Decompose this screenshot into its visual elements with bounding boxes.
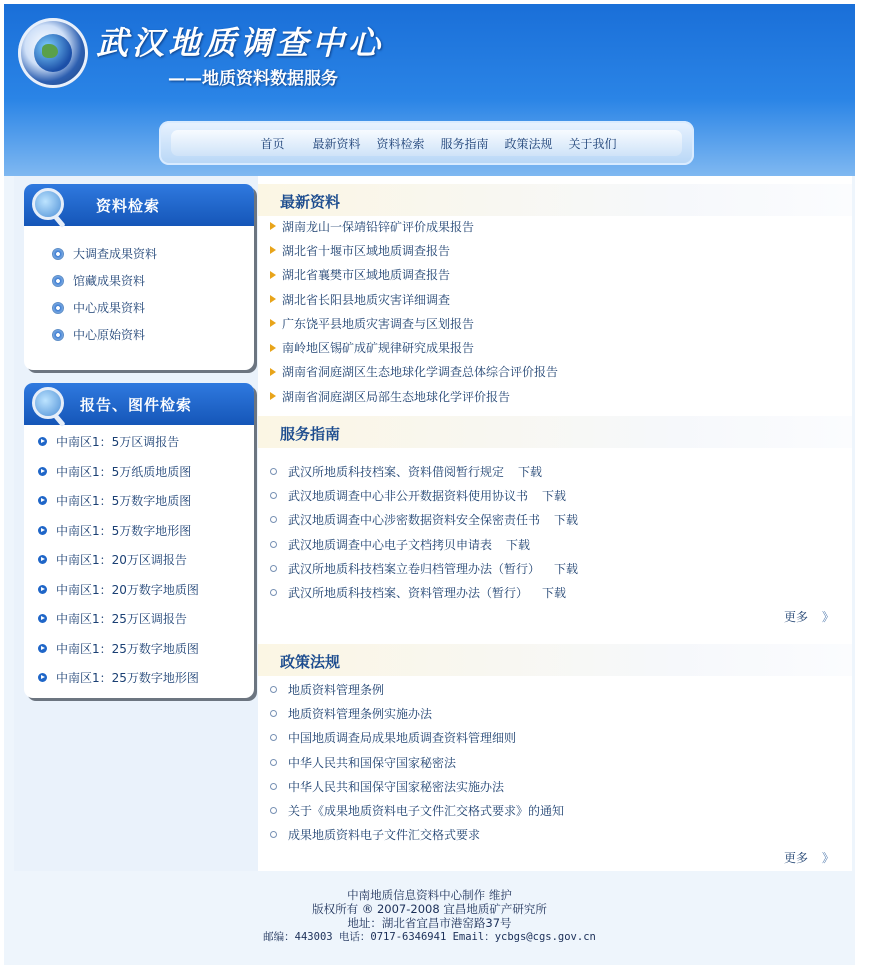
main-column xyxy=(258,176,852,871)
triangle-bullet-icon xyxy=(270,222,276,230)
policy-item[interactable] xyxy=(270,701,564,725)
guide-item-label: 武汉所地质科技档案、资料管理办法（暂行） xyxy=(288,586,529,601)
download-link[interactable]: 下载 xyxy=(518,464,543,479)
nav-latest[interactable]: 最新资料 xyxy=(312,136,361,151)
policy-item-label: 成果地质资料电子文件汇交格式要求 xyxy=(288,828,481,843)
nav-search[interactable]: 资料检索 xyxy=(376,136,425,151)
bullet-icon xyxy=(52,329,64,341)
guide-item[interactable] xyxy=(270,459,578,483)
circle-bullet-icon xyxy=(270,783,277,790)
latest-item[interactable] xyxy=(270,384,558,408)
guide-item[interactable] xyxy=(270,532,578,556)
policy-section-header xyxy=(258,644,852,676)
policy-item-label: 地质资料管理条例实施办法 xyxy=(288,706,433,721)
latest-item-label: 南岭地区锡矿成矿规律研究成果报告 xyxy=(282,341,475,356)
circle-bullet-icon xyxy=(270,589,277,596)
content-area xyxy=(14,176,852,871)
circle-bullet-icon xyxy=(270,516,277,523)
arrow-bullet-icon xyxy=(38,526,47,535)
circle-bullet-icon xyxy=(270,710,277,717)
triangle-bullet-icon xyxy=(270,344,276,352)
report-panel-title: 报告、图件检索 xyxy=(80,396,193,414)
triangle-bullet-icon xyxy=(270,271,276,279)
arrow-bullet-icon xyxy=(38,437,47,446)
policy-item[interactable] xyxy=(270,798,564,822)
download-link[interactable]: 下载 xyxy=(506,537,531,552)
policy-item[interactable] xyxy=(270,750,564,774)
policy-item-label: 中华人民共和国保守国家秘密法实施办法 xyxy=(288,779,505,794)
search-category-item[interactable] xyxy=(52,321,254,348)
policy-item[interactable] xyxy=(270,774,564,798)
guide-item[interactable] xyxy=(270,580,578,604)
latest-item[interactable] xyxy=(270,238,558,262)
triangle-bullet-icon xyxy=(270,392,276,400)
latest-item[interactable] xyxy=(270,311,558,335)
report-item[interactable] xyxy=(38,545,254,575)
circle-bullet-icon xyxy=(270,686,277,693)
circle-bullet-icon xyxy=(270,759,277,766)
search-category-item[interactable] xyxy=(52,294,254,321)
triangle-bullet-icon xyxy=(270,295,276,303)
guide-item[interactable] xyxy=(270,508,578,532)
header xyxy=(4,4,855,176)
footer-copyright: 版权所有 ® 2007-2008 宜昌地质矿产研究所 xyxy=(312,902,547,916)
arrow-bullet-icon xyxy=(38,467,47,476)
policy-item[interactable] xyxy=(270,677,564,701)
double-chevron-icon: 》 xyxy=(821,610,834,624)
report-label: 中南区1：5万纸质地质图 xyxy=(56,464,192,479)
double-chevron-icon: 》 xyxy=(821,851,834,865)
report-label: 中南区1：5万数字地形图 xyxy=(56,523,192,538)
circle-bullet-icon xyxy=(270,468,277,475)
circle-bullet-icon xyxy=(270,831,277,838)
bullet-icon xyxy=(52,302,64,314)
download-link[interactable]: 下载 xyxy=(542,488,567,503)
main-nav xyxy=(159,121,694,165)
policy-item-label: 关于《成果地质资料电子文件汇交格式要求》的通知 xyxy=(288,804,565,819)
arrow-bullet-icon xyxy=(38,585,47,594)
download-link[interactable]: 下载 xyxy=(542,586,567,601)
footer-maintainer: 中南地质信息资料中心制作 维护 xyxy=(347,888,512,902)
latest-item[interactable] xyxy=(270,214,558,238)
latest-item-label: 湖北省襄樊市区域地质调查报告 xyxy=(282,268,451,283)
policy-item-label: 中国地质调查局成果地质调查资料管理细则 xyxy=(288,731,517,746)
latest-item[interactable] xyxy=(270,287,558,311)
report-item[interactable] xyxy=(38,516,254,546)
triangle-bullet-icon xyxy=(270,368,276,376)
policy-more-link[interactable] xyxy=(784,849,834,866)
latest-item[interactable] xyxy=(270,335,558,359)
guide-list xyxy=(270,459,578,605)
report-item[interactable] xyxy=(38,486,254,516)
search-category-item[interactable] xyxy=(52,240,254,267)
arrow-bullet-icon xyxy=(38,614,47,623)
search-category-item[interactable] xyxy=(52,267,254,294)
report-label: 中南区1：25万数字地形图 xyxy=(56,671,199,686)
latest-item-label: 湖北省十堰市区域地质调查报告 xyxy=(282,243,451,258)
latest-section-header xyxy=(258,184,852,216)
nav-policy[interactable]: 政策法规 xyxy=(504,136,553,151)
latest-item-label: 湖南省洞庭湖区局部生态地球化学评价报告 xyxy=(282,389,511,404)
guide-item-label: 武汉地质调查中心涉密数据资料安全保密责任书 xyxy=(288,513,541,528)
latest-item[interactable] xyxy=(270,360,558,384)
report-label: 中南区1：25万区调报告 xyxy=(56,612,187,627)
search-category-list xyxy=(24,226,254,348)
download-link[interactable]: 下载 xyxy=(554,513,579,528)
search-panel-header xyxy=(24,184,254,226)
report-label: 中南区1：5万数字地质图 xyxy=(56,494,192,509)
site-subtitle: ——地质资料数据服务 xyxy=(168,69,338,89)
more-label: 更多 xyxy=(783,851,808,865)
circle-bullet-icon xyxy=(270,807,277,814)
bullet-icon xyxy=(52,248,64,260)
magnifier-icon xyxy=(32,188,64,220)
report-list xyxy=(24,425,254,693)
arrow-bullet-icon xyxy=(38,644,47,653)
latest-item-label: 广东饶平县地质灾害调查与区划报告 xyxy=(282,316,475,331)
report-panel-header xyxy=(24,383,254,425)
circle-bullet-icon xyxy=(270,565,277,572)
search-category-label: 大调查成果资料 xyxy=(73,247,158,261)
latest-item-label: 湖南龙山一保靖铅锌矿评价成果报告 xyxy=(282,219,475,234)
triangle-bullet-icon xyxy=(270,319,276,327)
magnifier-icon xyxy=(32,387,64,419)
circle-bullet-icon xyxy=(270,492,277,499)
search-category-label: 馆藏成果资料 xyxy=(73,274,146,288)
report-item[interactable] xyxy=(38,575,254,605)
search-panel xyxy=(24,184,254,370)
bullet-icon xyxy=(52,275,64,287)
policy-item-label: 地质资料管理条例 xyxy=(288,682,385,697)
report-item[interactable] xyxy=(38,427,254,457)
guide-item-label: 武汉所地质科技档案、资料借阅暂行规定 xyxy=(288,464,505,479)
report-panel xyxy=(24,383,254,698)
guide-section-header xyxy=(258,416,852,448)
footer-address: 地址：湖北省宜昌市港窑路37号 xyxy=(347,916,512,930)
report-item[interactable] xyxy=(38,604,254,634)
guide-item-label: 武汉地质调查中心非公开数据资料使用协议书 xyxy=(288,488,529,503)
report-label: 中南区1：20万数字地质图 xyxy=(56,582,199,597)
download-link[interactable]: 下载 xyxy=(554,561,579,576)
policy-section-title: 政策法规 xyxy=(280,653,341,671)
latest-section-title: 最新资料 xyxy=(280,193,341,211)
latest-list xyxy=(270,214,558,408)
report-label: 中南区1：25万数字地质图 xyxy=(56,641,199,656)
arrow-bullet-icon xyxy=(38,496,47,505)
guide-item[interactable] xyxy=(270,556,578,580)
policy-item-label: 中华人民共和国保守国家秘密法 xyxy=(288,755,457,770)
guide-more-link[interactable] xyxy=(784,608,834,625)
arrow-bullet-icon xyxy=(38,673,47,682)
latest-item-label: 湖北省长阳县地质灾害详细调查 xyxy=(282,292,451,307)
globe-icon[interactable] xyxy=(18,18,88,88)
report-label: 中南区1：20万区调报告 xyxy=(56,553,187,568)
arrow-bullet-icon xyxy=(38,555,47,564)
circle-bullet-icon xyxy=(270,734,277,741)
report-item[interactable] xyxy=(38,634,254,664)
search-panel-title: 资料检索 xyxy=(96,197,161,215)
search-category-label: 中心原始资料 xyxy=(73,328,146,342)
guide-item-label: 武汉所地质科技档案立卷归档管理办法（暂行） xyxy=(288,561,541,576)
footer-contact: 邮编：443003 电话：0717-6346941 Email：ycbgs@cgs.gov.cn xyxy=(263,931,596,943)
report-label: 中南区1：5万区调报告 xyxy=(56,435,180,450)
site-title: 武汉地质调查中心 xyxy=(96,24,385,62)
latest-item-label: 湖南省洞庭湖区生态地球化学调查总体综合评价报告 xyxy=(282,365,559,380)
report-item[interactable] xyxy=(38,663,254,693)
triangle-bullet-icon xyxy=(270,246,276,254)
circle-bullet-icon xyxy=(270,541,277,548)
report-item[interactable] xyxy=(38,457,254,487)
guide-item[interactable] xyxy=(270,483,578,507)
latest-item[interactable] xyxy=(270,263,558,287)
nav-guide[interactable]: 服务指南 xyxy=(440,136,489,151)
search-category-label: 中心成果资料 xyxy=(73,301,146,315)
policy-item[interactable] xyxy=(270,823,564,847)
policy-list xyxy=(270,677,564,847)
footer xyxy=(4,872,855,965)
nav-about[interactable]: 关于我们 xyxy=(568,136,617,151)
more-label: 更多 xyxy=(783,610,808,624)
guide-item-label: 武汉地质调查中心电子文档拷贝申请表 xyxy=(288,537,493,552)
guide-section-title: 服务指南 xyxy=(280,425,341,443)
nav-home[interactable]: 首页 xyxy=(260,136,285,151)
policy-item[interactable] xyxy=(270,726,564,750)
